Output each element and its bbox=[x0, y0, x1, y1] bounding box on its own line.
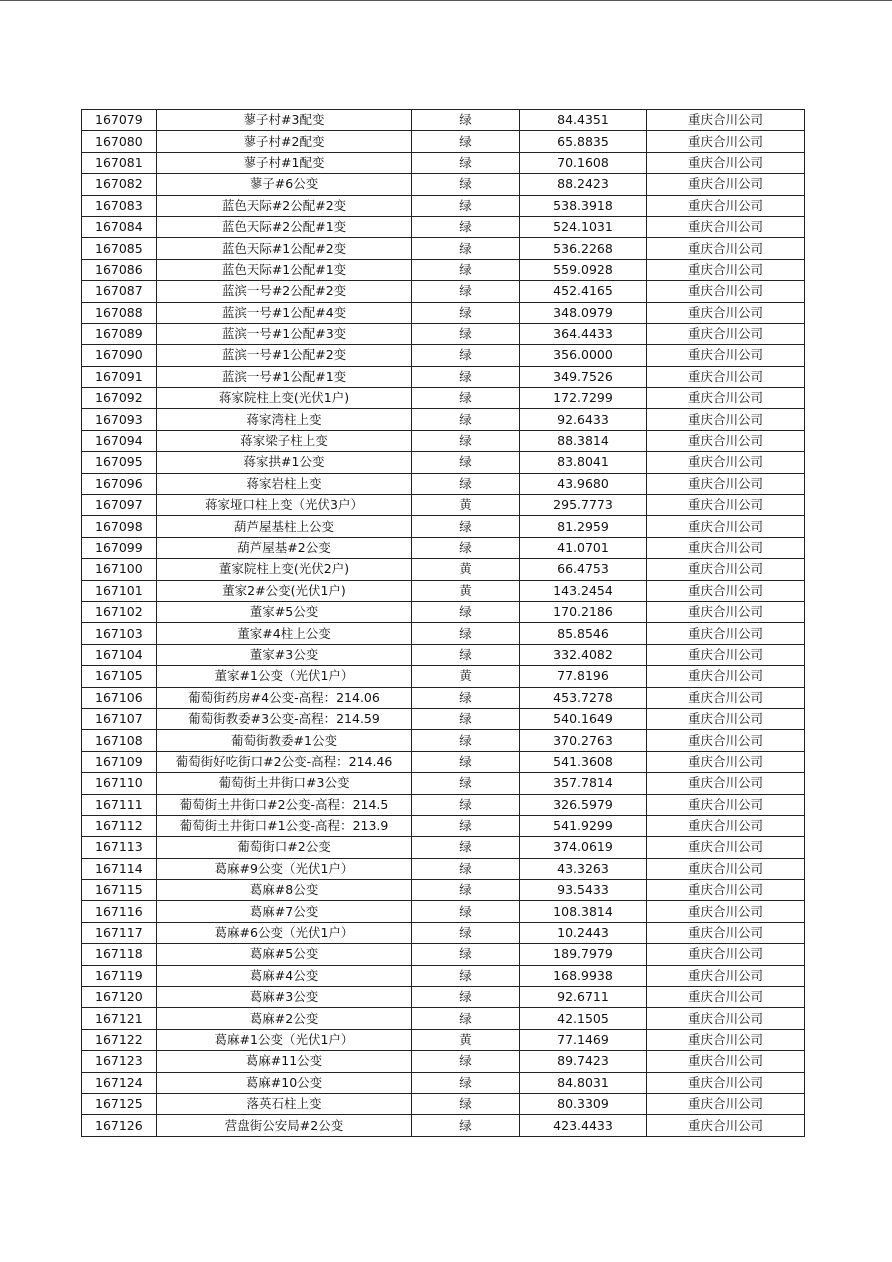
company-cell: 重庆合川公司 bbox=[647, 366, 805, 387]
status-cell: 绿 bbox=[412, 216, 520, 237]
value-cell: 92.6711 bbox=[520, 987, 647, 1008]
value-cell: 453.7278 bbox=[520, 687, 647, 708]
transformer-name-cell: 葛麻#9公变（光伏1户） bbox=[157, 858, 412, 879]
row-id-cell: 167095 bbox=[82, 452, 157, 473]
table-row bbox=[82, 1008, 805, 1029]
table-row bbox=[82, 901, 805, 922]
transformer-name-cell: 葛麻#6公变（光伏1户） bbox=[157, 922, 412, 943]
company-cell: 重庆合川公司 bbox=[647, 323, 805, 344]
transformer-name-cell: 葛麻#4公变 bbox=[157, 965, 412, 986]
table-row bbox=[82, 110, 805, 131]
table-row bbox=[82, 216, 805, 237]
table-row bbox=[82, 323, 805, 344]
status-cell: 绿 bbox=[412, 302, 520, 323]
row-id-cell: 167123 bbox=[82, 1051, 157, 1072]
transformer-name-cell: 葫芦屋基柱上公变 bbox=[157, 516, 412, 537]
value-cell: 10.2443 bbox=[520, 922, 647, 943]
value-cell: 85.8546 bbox=[520, 623, 647, 644]
status-cell: 绿 bbox=[412, 965, 520, 986]
transformer-name-cell: 董家#1公变（光伏1户） bbox=[157, 666, 412, 687]
status-cell: 绿 bbox=[412, 516, 520, 537]
value-cell: 143.2454 bbox=[520, 580, 647, 601]
transformer-name-cell: 董家#4柱上公变 bbox=[157, 623, 412, 644]
status-cell: 绿 bbox=[412, 110, 520, 131]
status-cell: 绿 bbox=[412, 174, 520, 195]
row-id-cell: 167109 bbox=[82, 751, 157, 772]
status-cell: 绿 bbox=[412, 987, 520, 1008]
value-cell: 364.4433 bbox=[520, 323, 647, 344]
transformer-name-cell: 蒋家院柱上变(光伏1户) bbox=[157, 388, 412, 409]
status-cell: 黄 bbox=[412, 495, 520, 516]
table-row bbox=[82, 195, 805, 216]
table-row bbox=[82, 452, 805, 473]
transformer-name-cell: 蒋家岩柱上变 bbox=[157, 473, 412, 494]
row-id-cell: 167093 bbox=[82, 409, 157, 430]
value-cell: 41.0701 bbox=[520, 537, 647, 558]
status-cell: 绿 bbox=[412, 1115, 520, 1136]
row-id-cell: 167111 bbox=[82, 794, 157, 815]
company-cell: 重庆合川公司 bbox=[647, 1115, 805, 1136]
transformer-name-cell: 葛麻#2公变 bbox=[157, 1008, 412, 1029]
row-id-cell: 167105 bbox=[82, 666, 157, 687]
table-row bbox=[82, 259, 805, 280]
table-row bbox=[82, 944, 805, 965]
status-cell: 黄 bbox=[412, 1029, 520, 1050]
row-id-cell: 167103 bbox=[82, 623, 157, 644]
status-cell: 绿 bbox=[412, 1072, 520, 1093]
company-cell: 重庆合川公司 bbox=[647, 559, 805, 580]
table-row bbox=[82, 238, 805, 259]
value-cell: 295.7773 bbox=[520, 495, 647, 516]
table-row bbox=[82, 473, 805, 494]
row-id-cell: 167116 bbox=[82, 901, 157, 922]
company-cell: 重庆合川公司 bbox=[647, 452, 805, 473]
status-cell: 绿 bbox=[412, 323, 520, 344]
company-cell: 重庆合川公司 bbox=[647, 281, 805, 302]
table-row bbox=[82, 366, 805, 387]
row-id-cell: 167102 bbox=[82, 601, 157, 622]
value-cell: 536.2268 bbox=[520, 238, 647, 259]
row-id-cell: 167101 bbox=[82, 580, 157, 601]
table-row bbox=[82, 537, 805, 558]
status-cell: 绿 bbox=[412, 366, 520, 387]
value-cell: 66.4753 bbox=[520, 559, 647, 580]
status-cell: 绿 bbox=[412, 687, 520, 708]
transformer-name-cell: 蒋家垭口柱上变（光伏3户） bbox=[157, 495, 412, 516]
row-id-cell: 167125 bbox=[82, 1093, 157, 1114]
status-cell: 绿 bbox=[412, 537, 520, 558]
status-cell: 绿 bbox=[412, 430, 520, 451]
transformer-name-cell: 葡萄街土井街口#1公变-高程：213.9 bbox=[157, 815, 412, 836]
status-cell: 绿 bbox=[412, 922, 520, 943]
company-cell: 重庆合川公司 bbox=[647, 1072, 805, 1093]
transformer-name-cell: 蓝滨一号#1公配#3变 bbox=[157, 323, 412, 344]
transformer-name-cell: 蓝色天际#1公配#1变 bbox=[157, 259, 412, 280]
row-id-cell: 167122 bbox=[82, 1029, 157, 1050]
row-id-cell: 167097 bbox=[82, 495, 157, 516]
value-cell: 541.3608 bbox=[520, 751, 647, 772]
status-cell: 绿 bbox=[412, 259, 520, 280]
row-id-cell: 167114 bbox=[82, 858, 157, 879]
company-cell: 重庆合川公司 bbox=[647, 1051, 805, 1072]
value-cell: 356.0000 bbox=[520, 345, 647, 366]
status-cell: 绿 bbox=[412, 944, 520, 965]
table-body bbox=[82, 110, 805, 1137]
status-cell: 黄 bbox=[412, 580, 520, 601]
table-row bbox=[82, 730, 805, 751]
value-cell: 89.7423 bbox=[520, 1051, 647, 1072]
company-cell: 重庆合川公司 bbox=[647, 195, 805, 216]
status-cell: 绿 bbox=[412, 195, 520, 216]
status-cell: 绿 bbox=[412, 152, 520, 173]
transformer-name-cell: 蒋家梁子柱上变 bbox=[157, 430, 412, 451]
row-id-cell: 167120 bbox=[82, 987, 157, 1008]
company-cell: 重庆合川公司 bbox=[647, 516, 805, 537]
row-id-cell: 167079 bbox=[82, 110, 157, 131]
row-id-cell: 167080 bbox=[82, 131, 157, 152]
table-row bbox=[82, 388, 805, 409]
status-cell: 绿 bbox=[412, 131, 520, 152]
status-cell: 绿 bbox=[412, 281, 520, 302]
company-cell: 重庆合川公司 bbox=[647, 409, 805, 430]
status-cell: 绿 bbox=[412, 409, 520, 430]
transformer-name-cell: 蓝色天际#2公配#1变 bbox=[157, 216, 412, 237]
status-cell: 绿 bbox=[412, 773, 520, 794]
transformer-name-cell: 营盘街公安局#2公变 bbox=[157, 1115, 412, 1136]
company-cell: 重庆合川公司 bbox=[647, 944, 805, 965]
value-cell: 524.1031 bbox=[520, 216, 647, 237]
table-row bbox=[82, 922, 805, 943]
company-cell: 重庆合川公司 bbox=[647, 345, 805, 366]
row-id-cell: 167089 bbox=[82, 323, 157, 344]
value-cell: 84.4351 bbox=[520, 110, 647, 131]
transformer-name-cell: 董家#3公变 bbox=[157, 644, 412, 665]
company-cell: 重庆合川公司 bbox=[647, 259, 805, 280]
row-id-cell: 167126 bbox=[82, 1115, 157, 1136]
row-id-cell: 167104 bbox=[82, 644, 157, 665]
status-cell: 绿 bbox=[412, 623, 520, 644]
transformer-name-cell: 蓝滨一号#2公配#2变 bbox=[157, 281, 412, 302]
company-cell: 重庆合川公司 bbox=[647, 880, 805, 901]
status-cell: 绿 bbox=[412, 837, 520, 858]
transformer-name-cell: 葡萄街口#2公变 bbox=[157, 837, 412, 858]
transformer-name-cell: 落英石柱上变 bbox=[157, 1093, 412, 1114]
value-cell: 108.3814 bbox=[520, 901, 647, 922]
table-row bbox=[82, 559, 805, 580]
transformer-name-cell: 葛麻#8公变 bbox=[157, 880, 412, 901]
status-cell: 黄 bbox=[412, 559, 520, 580]
transformer-name-cell: 葛麻#1公变（光伏1户） bbox=[157, 1029, 412, 1050]
table-row bbox=[82, 1093, 805, 1114]
status-cell: 绿 bbox=[412, 1051, 520, 1072]
row-id-cell: 167083 bbox=[82, 195, 157, 216]
value-cell: 93.5433 bbox=[520, 880, 647, 901]
row-id-cell: 167090 bbox=[82, 345, 157, 366]
company-cell: 重庆合川公司 bbox=[647, 580, 805, 601]
table-row bbox=[82, 837, 805, 858]
table-row bbox=[82, 516, 805, 537]
company-cell: 重庆合川公司 bbox=[647, 965, 805, 986]
transformer-name-cell: 蓝色天际#2公配#2变 bbox=[157, 195, 412, 216]
company-cell: 重庆合川公司 bbox=[647, 152, 805, 173]
transformer-name-cell: 蓝色天际#1公配#2变 bbox=[157, 238, 412, 259]
value-cell: 370.2763 bbox=[520, 730, 647, 751]
company-cell: 重庆合川公司 bbox=[647, 794, 805, 815]
company-cell: 重庆合川公司 bbox=[647, 730, 805, 751]
row-id-cell: 167106 bbox=[82, 687, 157, 708]
status-cell: 黄 bbox=[412, 666, 520, 687]
transformer-name-cell: 葛麻#3公变 bbox=[157, 987, 412, 1008]
transformer-name-cell: 葡萄街好吃街口#2公变-高程：214.46 bbox=[157, 751, 412, 772]
transformer-name-cell: 葡萄街药房#4公变-高程：214.06 bbox=[157, 687, 412, 708]
value-cell: 170.2186 bbox=[520, 601, 647, 622]
table-row bbox=[82, 1072, 805, 1093]
value-cell: 70.1608 bbox=[520, 152, 647, 173]
company-cell: 重庆合川公司 bbox=[647, 751, 805, 772]
value-cell: 326.5979 bbox=[520, 794, 647, 815]
row-id-cell: 167121 bbox=[82, 1008, 157, 1029]
status-cell: 绿 bbox=[412, 880, 520, 901]
row-id-cell: 167088 bbox=[82, 302, 157, 323]
transformer-name-cell: 葛麻#5公变 bbox=[157, 944, 412, 965]
row-id-cell: 167081 bbox=[82, 152, 157, 173]
value-cell: 80.3309 bbox=[520, 1093, 647, 1114]
status-cell: 绿 bbox=[412, 901, 520, 922]
status-cell: 绿 bbox=[412, 644, 520, 665]
company-cell: 重庆合川公司 bbox=[647, 1029, 805, 1050]
value-cell: 42.1505 bbox=[520, 1008, 647, 1029]
transformer-name-cell: 葫芦屋基#2公变 bbox=[157, 537, 412, 558]
company-cell: 重庆合川公司 bbox=[647, 174, 805, 195]
transformer-name-cell: 蒋家拱#1公变 bbox=[157, 452, 412, 473]
table-row bbox=[82, 430, 805, 451]
status-cell: 绿 bbox=[412, 730, 520, 751]
company-cell: 重庆合川公司 bbox=[647, 430, 805, 451]
value-cell: 81.2959 bbox=[520, 516, 647, 537]
company-cell: 重庆合川公司 bbox=[647, 773, 805, 794]
value-cell: 83.8041 bbox=[520, 452, 647, 473]
table-row bbox=[82, 880, 805, 901]
table-row bbox=[82, 965, 805, 986]
company-cell: 重庆合川公司 bbox=[647, 495, 805, 516]
table-row bbox=[82, 131, 805, 152]
table-row bbox=[82, 302, 805, 323]
table-row bbox=[82, 1029, 805, 1050]
status-cell: 绿 bbox=[412, 794, 520, 815]
value-cell: 540.1649 bbox=[520, 708, 647, 729]
row-id-cell: 167100 bbox=[82, 559, 157, 580]
transformer-name-cell: 葡萄街教委#3公变-高程：214.59 bbox=[157, 708, 412, 729]
value-cell: 77.8196 bbox=[520, 666, 647, 687]
row-id-cell: 167091 bbox=[82, 366, 157, 387]
table-row bbox=[82, 751, 805, 772]
value-cell: 538.3918 bbox=[520, 195, 647, 216]
value-cell: 332.4082 bbox=[520, 644, 647, 665]
transformer-name-cell: 董家2#公变(光伏1户) bbox=[157, 580, 412, 601]
status-cell: 绿 bbox=[412, 1093, 520, 1114]
company-cell: 重庆合川公司 bbox=[647, 110, 805, 131]
table-row bbox=[82, 409, 805, 430]
table-row bbox=[82, 623, 805, 644]
company-cell: 重庆合川公司 bbox=[647, 473, 805, 494]
row-id-cell: 167124 bbox=[82, 1072, 157, 1093]
value-cell: 43.3263 bbox=[520, 858, 647, 879]
row-id-cell: 167108 bbox=[82, 730, 157, 751]
value-cell: 541.9299 bbox=[520, 815, 647, 836]
table-row bbox=[82, 174, 805, 195]
table-row bbox=[82, 345, 805, 366]
transformer-name-cell: 葛麻#7公变 bbox=[157, 901, 412, 922]
transformer-name-cell: 董家院柱上变(光伏2户) bbox=[157, 559, 412, 580]
value-cell: 189.7979 bbox=[520, 944, 647, 965]
value-cell: 559.0928 bbox=[520, 259, 647, 280]
value-cell: 84.8031 bbox=[520, 1072, 647, 1093]
company-cell: 重庆合川公司 bbox=[647, 1093, 805, 1114]
table-row bbox=[82, 1115, 805, 1136]
company-cell: 重庆合川公司 bbox=[647, 623, 805, 644]
row-id-cell: 167086 bbox=[82, 259, 157, 280]
company-cell: 重庆合川公司 bbox=[647, 1008, 805, 1029]
value-cell: 77.1469 bbox=[520, 1029, 647, 1050]
company-cell: 重庆合川公司 bbox=[647, 858, 805, 879]
company-cell: 重庆合川公司 bbox=[647, 537, 805, 558]
row-id-cell: 167117 bbox=[82, 922, 157, 943]
row-id-cell: 167096 bbox=[82, 473, 157, 494]
row-id-cell: 167115 bbox=[82, 880, 157, 901]
company-cell: 重庆合川公司 bbox=[647, 302, 805, 323]
table-row bbox=[82, 858, 805, 879]
transformer-name-cell: 葛麻#10公变 bbox=[157, 1072, 412, 1093]
row-id-cell: 167087 bbox=[82, 281, 157, 302]
company-cell: 重庆合川公司 bbox=[647, 901, 805, 922]
company-cell: 重庆合川公司 bbox=[647, 216, 805, 237]
value-cell: 374.0619 bbox=[520, 837, 647, 858]
table-row bbox=[82, 987, 805, 1008]
company-cell: 重庆合川公司 bbox=[647, 601, 805, 622]
transformer-name-cell: 蓼子村#1配变 bbox=[157, 152, 412, 173]
row-id-cell: 167112 bbox=[82, 815, 157, 836]
company-cell: 重庆合川公司 bbox=[647, 238, 805, 259]
company-cell: 重庆合川公司 bbox=[647, 837, 805, 858]
transformer-name-cell: 蓼子村#2配变 bbox=[157, 131, 412, 152]
row-id-cell: 167084 bbox=[82, 216, 157, 237]
company-cell: 重庆合川公司 bbox=[647, 815, 805, 836]
value-cell: 88.3814 bbox=[520, 430, 647, 451]
value-cell: 349.7526 bbox=[520, 366, 647, 387]
value-cell: 168.9938 bbox=[520, 965, 647, 986]
table-row bbox=[82, 1051, 805, 1072]
value-cell: 357.7814 bbox=[520, 773, 647, 794]
row-id-cell: 167107 bbox=[82, 708, 157, 729]
company-cell: 重庆合川公司 bbox=[647, 987, 805, 1008]
table-row bbox=[82, 152, 805, 173]
value-cell: 65.8835 bbox=[520, 131, 647, 152]
company-cell: 重庆合川公司 bbox=[647, 687, 805, 708]
transformer-name-cell: 葡萄街教委#1公变 bbox=[157, 730, 412, 751]
status-cell: 绿 bbox=[412, 1008, 520, 1029]
status-cell: 绿 bbox=[412, 601, 520, 622]
row-id-cell: 167082 bbox=[82, 174, 157, 195]
status-cell: 绿 bbox=[412, 858, 520, 879]
row-id-cell: 167085 bbox=[82, 238, 157, 259]
transformer-name-cell: 蓝滨一号#1公配#1变 bbox=[157, 366, 412, 387]
status-cell: 绿 bbox=[412, 751, 520, 772]
company-cell: 重庆合川公司 bbox=[647, 644, 805, 665]
transformer-name-cell: 董家#5公变 bbox=[157, 601, 412, 622]
transformer-name-cell: 蒋家湾柱上变 bbox=[157, 409, 412, 430]
transformer-name-cell: 蓝滨一号#1公配#4变 bbox=[157, 302, 412, 323]
status-cell: 绿 bbox=[412, 452, 520, 473]
table-row bbox=[82, 644, 805, 665]
value-cell: 423.4433 bbox=[520, 1115, 647, 1136]
status-cell: 绿 bbox=[412, 238, 520, 259]
value-cell: 88.2423 bbox=[520, 174, 647, 195]
status-cell: 绿 bbox=[412, 708, 520, 729]
status-cell: 绿 bbox=[412, 815, 520, 836]
row-id-cell: 167110 bbox=[82, 773, 157, 794]
transformer-name-cell: 葡萄街土井街口#2公变-高程：214.5 bbox=[157, 794, 412, 815]
company-cell: 重庆合川公司 bbox=[647, 131, 805, 152]
transformer-name-cell: 葛麻#11公变 bbox=[157, 1051, 412, 1072]
company-cell: 重庆合川公司 bbox=[647, 922, 805, 943]
table-row bbox=[82, 580, 805, 601]
row-id-cell: 167092 bbox=[82, 388, 157, 409]
transformer-table bbox=[81, 109, 805, 1137]
company-cell: 重庆合川公司 bbox=[647, 388, 805, 409]
status-cell: 绿 bbox=[412, 388, 520, 409]
value-cell: 172.7299 bbox=[520, 388, 647, 409]
transformer-name-cell: 蓼子#6公变 bbox=[157, 174, 412, 195]
row-id-cell: 167119 bbox=[82, 965, 157, 986]
table-row bbox=[82, 666, 805, 687]
table-row bbox=[82, 687, 805, 708]
company-cell: 重庆合川公司 bbox=[647, 708, 805, 729]
value-cell: 43.9680 bbox=[520, 473, 647, 494]
value-cell: 452.4165 bbox=[520, 281, 647, 302]
table-row bbox=[82, 794, 805, 815]
value-cell: 92.6433 bbox=[520, 409, 647, 430]
transformer-name-cell: 蓼子村#3配变 bbox=[157, 110, 412, 131]
company-cell: 重庆合川公司 bbox=[647, 666, 805, 687]
status-cell: 绿 bbox=[412, 473, 520, 494]
row-id-cell: 167118 bbox=[82, 944, 157, 965]
table-row bbox=[82, 815, 805, 836]
table-row bbox=[82, 601, 805, 622]
value-cell: 348.0979 bbox=[520, 302, 647, 323]
table-row bbox=[82, 495, 805, 516]
row-id-cell: 167113 bbox=[82, 837, 157, 858]
table-row bbox=[82, 773, 805, 794]
row-id-cell: 167094 bbox=[82, 430, 157, 451]
table-row bbox=[82, 281, 805, 302]
row-id-cell: 167098 bbox=[82, 516, 157, 537]
row-id-cell: 167099 bbox=[82, 537, 157, 558]
table-row bbox=[82, 708, 805, 729]
transformer-name-cell: 蓝滨一号#1公配#2变 bbox=[157, 345, 412, 366]
status-cell: 绿 bbox=[412, 345, 520, 366]
transformer-name-cell: 葡萄街土井街口#3公变 bbox=[157, 773, 412, 794]
